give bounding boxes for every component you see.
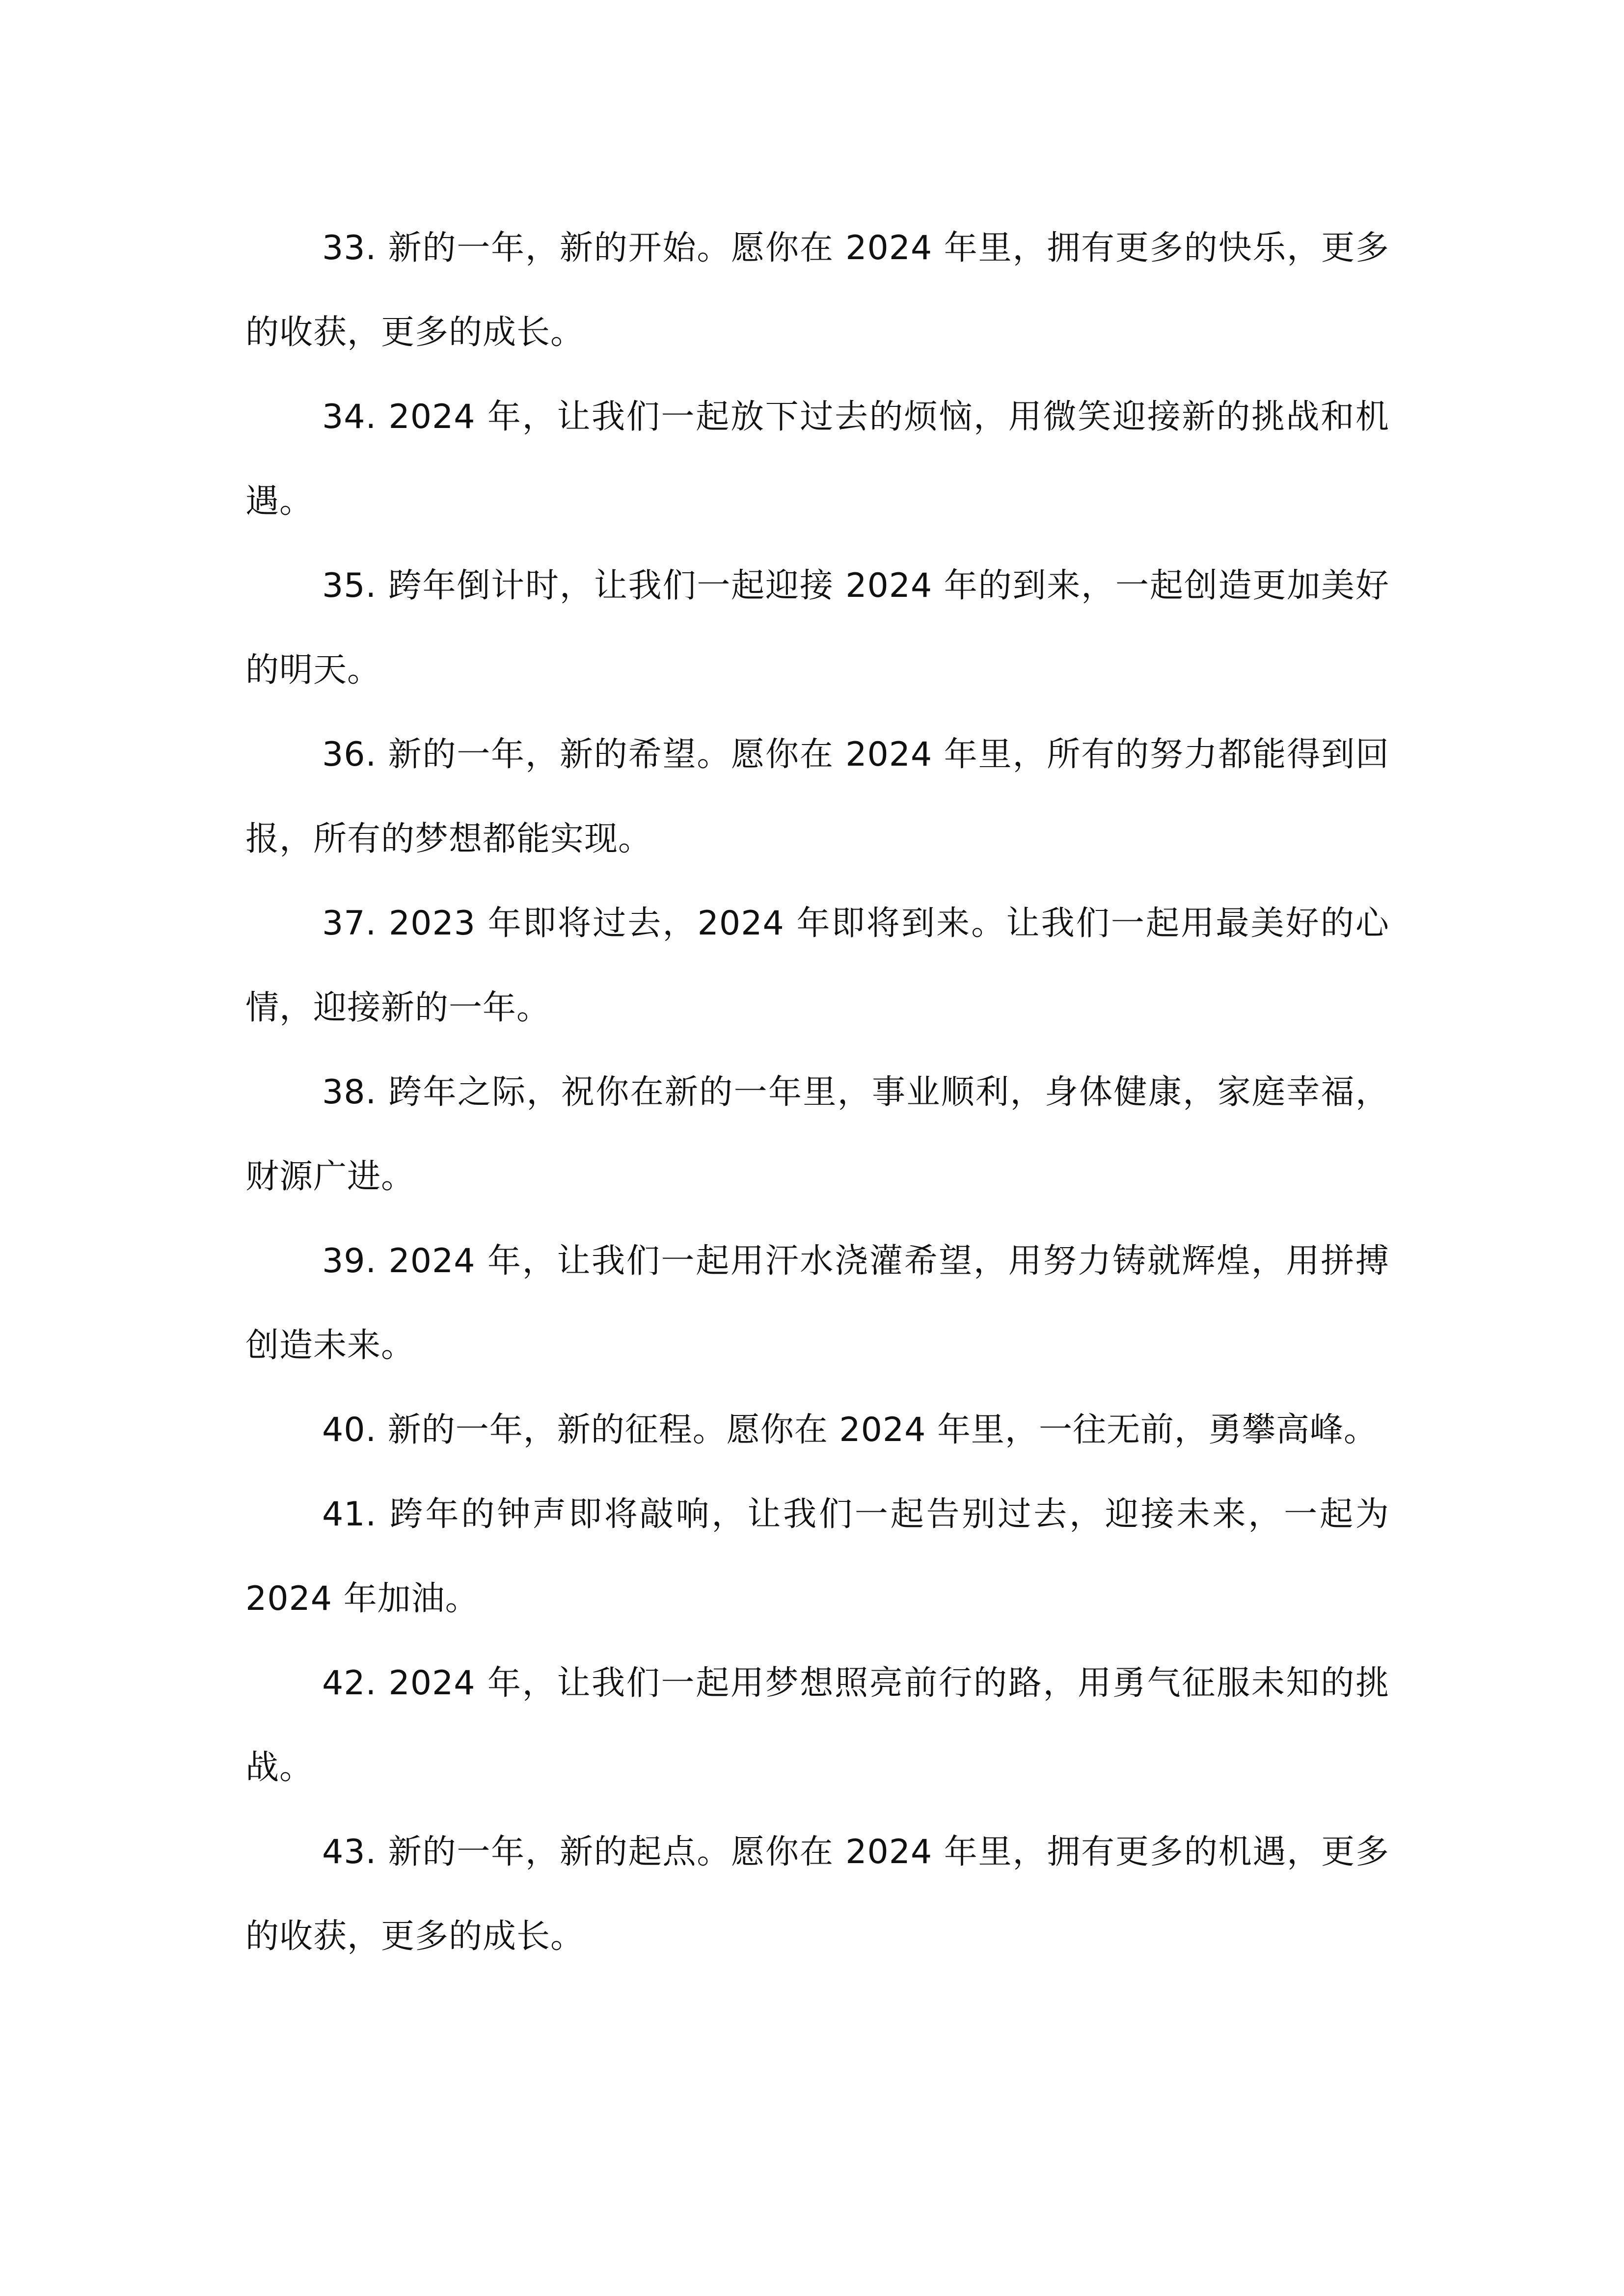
paragraph-36: 36. 新的一年，新的希望。愿你在 2024 年里，所有的努力都能得到回报，所有的梦想都能实现。	[245, 735, 1389, 858]
paragraph-35: 35. 跨年倒计时，让我们一起迎接 2024 年的到来，一起创造更加美好的明天。	[245, 566, 1389, 690]
paragraph-33: 33. 新的一年，新的开始。愿你在 2024 年里，拥有更多的快乐，更多的收获，更多的成长。	[245, 229, 1389, 352]
document-body	[245, 206, 1389, 1979]
paragraph-39: 39. 2024 年，让我们一起用汗水浇灌希望，用努力铸就辉煌，用拼搏创造未来。	[245, 1242, 1389, 1365]
paragraph-38: 38. 跨年之际，祝你在新的一年里，事业顺利，身体健康，家庭幸福，财源广进。	[245, 1073, 1389, 1196]
paragraph-42: 42. 2024 年，让我们一起用梦想照亮前行的路，用勇气征服未知的挑战。	[245, 1664, 1389, 1787]
paragraph-41: 41. 跨年的钟声即将敲响，让我们一起告别过去，迎接未来，一起为 2024 年加油。	[245, 1495, 1389, 1618]
paragraph-40: 40. 新的一年，新的征程。愿你在 2024 年里，一往无前，勇攀高峰。	[322, 1411, 1378, 1449]
paragraph-43: 43. 新的一年，新的起点。愿你在 2024 年里，拥有更多的机遇，更多的收获，更多的成长。	[245, 1833, 1389, 1956]
paragraph-37: 37. 2023 年即将过去，2024 年即将到来。让我们一起用最美好的心情，迎接新的一年。	[245, 904, 1389, 1027]
paragraph-34: 34. 2024 年，让我们一起放下过去的烦恼，用微笑迎接新的挑战和机遇。	[245, 398, 1389, 521]
